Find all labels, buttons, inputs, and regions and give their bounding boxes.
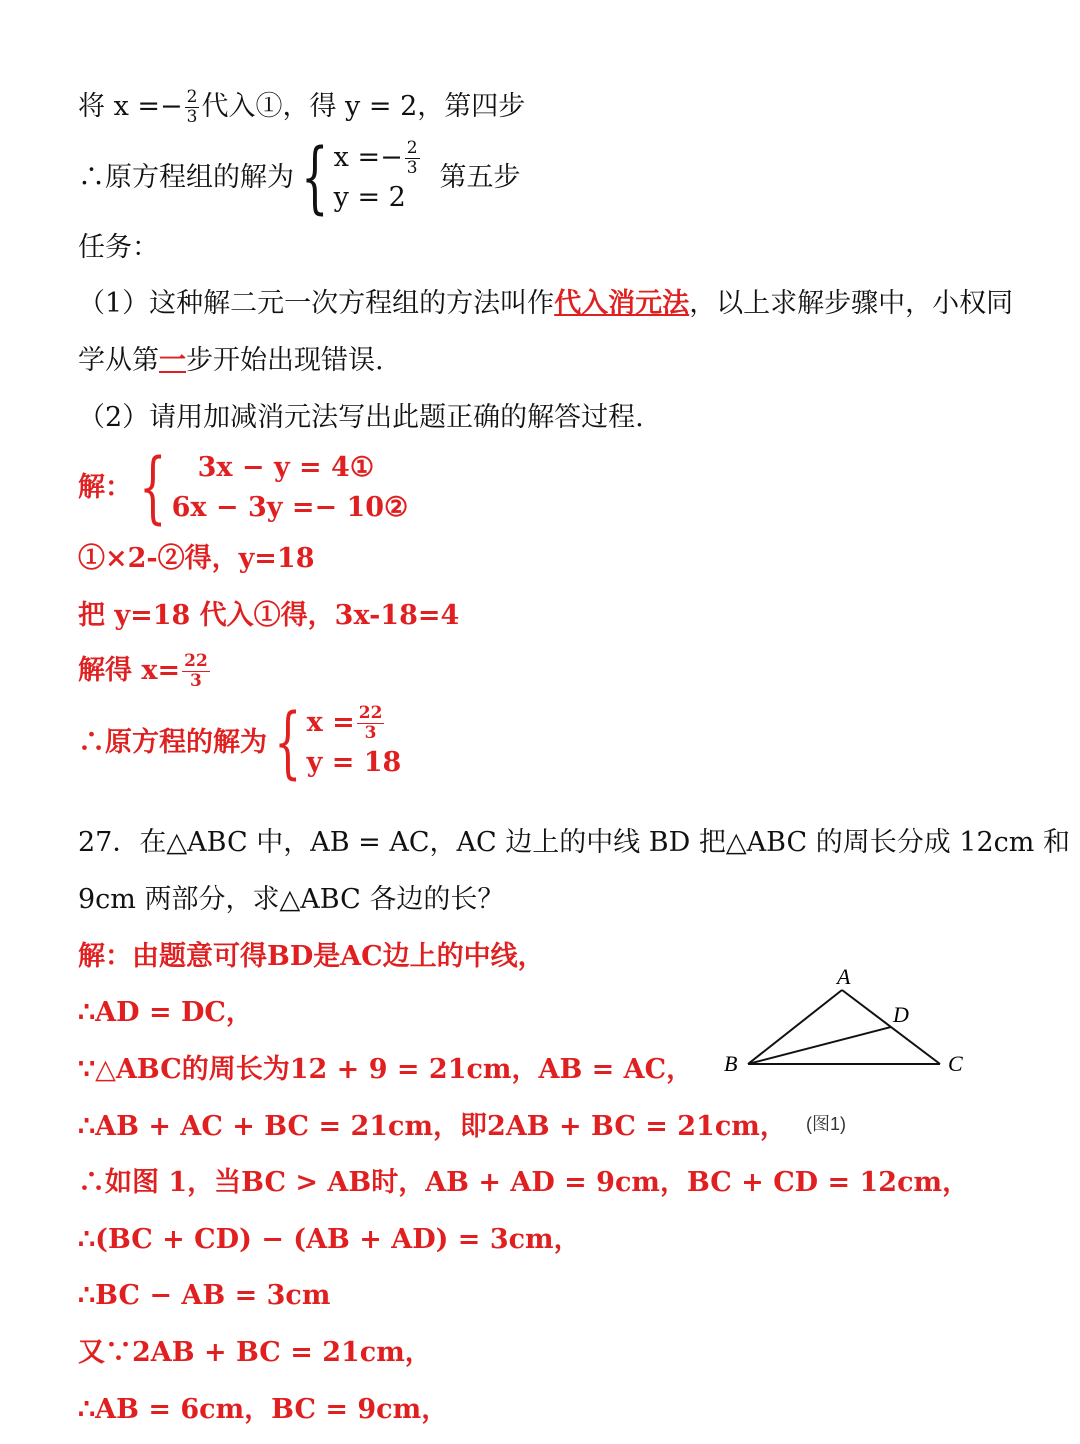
fraction-num: 2 xyxy=(186,87,198,107)
step5-suffix: 第五步 xyxy=(439,162,521,193)
brace: { xyxy=(274,698,302,788)
step5-line xyxy=(78,133,521,223)
solution-final xyxy=(78,698,402,788)
q1-answer2: 一 xyxy=(159,345,186,376)
question-2: （2）请用加减消元法写出此题正确的解答过程. xyxy=(78,402,644,433)
question-1-line2 xyxy=(78,343,384,379)
q1-text4: 步开始出现错误. xyxy=(186,345,384,376)
fraction xyxy=(357,704,385,743)
fraction-num: 22 xyxy=(184,651,208,671)
sol27-line-1: 解：由题意可得BD是AC边上的中线， xyxy=(78,941,545,972)
equation-2: 6x − 3y =− 10② xyxy=(171,492,409,523)
fraction xyxy=(182,652,210,691)
sol27-line-7: ∴BC − AB = 3cm xyxy=(78,1280,331,1311)
step4-suffix: 代入①，得 y = 2，第四步 xyxy=(201,91,526,122)
step5-system xyxy=(78,133,521,223)
solution-final-lines xyxy=(307,703,402,783)
q1-text3: 学从第 xyxy=(78,345,159,376)
fraction-den: 3 xyxy=(190,671,202,691)
system-lines xyxy=(334,138,422,218)
vertex-b-label: B xyxy=(724,1051,738,1076)
solution-system xyxy=(78,443,409,533)
solution-final-prefix: ∴原方程的解为 xyxy=(78,727,267,758)
q1-text2: ，以上求解步骤中，小权同 xyxy=(689,288,1014,319)
system-x-label: x =− xyxy=(333,142,403,173)
fraction xyxy=(405,139,420,178)
sol27-line-4: ∴AB + AC + BC = 21cm，即2AB + BC = 21cm， xyxy=(78,1111,787,1142)
q1-answer: 代入消元法 xyxy=(554,288,690,319)
equation-1: 3x − y = 4① xyxy=(197,452,375,483)
system-y: y = 2 xyxy=(333,182,406,213)
sol27-line-3: ∵△ABC的周长为12 + 9 = 21cm，AB = AC， xyxy=(78,1054,694,1085)
fraction xyxy=(185,88,200,127)
sol27-line-5: ∴如图 1，当BC > AB时，AB + AD = 9cm，BC + CD = 12cm， xyxy=(78,1167,970,1198)
solution-line-3 xyxy=(78,652,212,691)
problem-27-line1: 27．在△ABC 中，AB = AC，AC 边上的中线 BD 把△ABC 的周长分成 12cm 和 xyxy=(78,827,1070,858)
step4-line xyxy=(78,88,525,127)
solution-equations xyxy=(172,448,409,528)
fraction-num: 2 xyxy=(406,138,418,158)
final-y: y = 18 xyxy=(306,747,402,778)
figure-caption: (图1) xyxy=(806,1114,846,1134)
solution-line-2: 把 y=18 代入①得，3x-18=4 xyxy=(78,600,460,631)
vertex-a-label: A xyxy=(837,964,851,989)
problem-27-line2: 9cm 两部分，求△ABC 各边的长？ xyxy=(78,884,505,915)
solution-label: 解： xyxy=(78,472,132,503)
q1-text: （1）这种解二元一次方程组的方法叫作 xyxy=(78,288,555,319)
step4-prefix: 将 x =− xyxy=(78,91,183,122)
fraction-den: 3 xyxy=(186,107,198,127)
brace: { xyxy=(139,443,167,533)
step5-prefix: ∴原方程组的解为 xyxy=(78,162,294,193)
vertex-c-label: C xyxy=(948,1051,963,1076)
question-1-line1 xyxy=(78,286,1013,322)
final-x xyxy=(307,703,402,743)
sol27-line-9: ∴AB = 6cm，BC = 9cm， xyxy=(78,1394,449,1425)
brace: { xyxy=(301,133,329,223)
solution-system-wrap xyxy=(78,443,409,533)
solution-final-wrap xyxy=(78,698,402,788)
edge-ab xyxy=(748,990,842,1064)
solution-line-3-prefix: 解得 x= xyxy=(78,655,181,686)
solution-line-1: ①×2-②得，y=18 xyxy=(78,543,315,574)
task-title: 任务： xyxy=(78,232,159,263)
triangle-figure xyxy=(720,960,980,1140)
fraction-den: 3 xyxy=(364,723,377,743)
fraction-den: 3 xyxy=(406,158,418,178)
sol27-line-2: ∴AD = DC， xyxy=(78,997,253,1028)
sol27-line-8: 又∵2AB + BC = 21cm， xyxy=(78,1337,432,1368)
system-x xyxy=(334,138,422,178)
final-x-label: x = xyxy=(306,707,355,738)
sol27-line-6: ∴(BC + CD) − (AB + AD) = 3cm， xyxy=(78,1224,581,1255)
point-d-label: D xyxy=(893,1002,909,1027)
median-bd xyxy=(748,1027,891,1064)
fraction-num: 22 xyxy=(358,703,383,723)
